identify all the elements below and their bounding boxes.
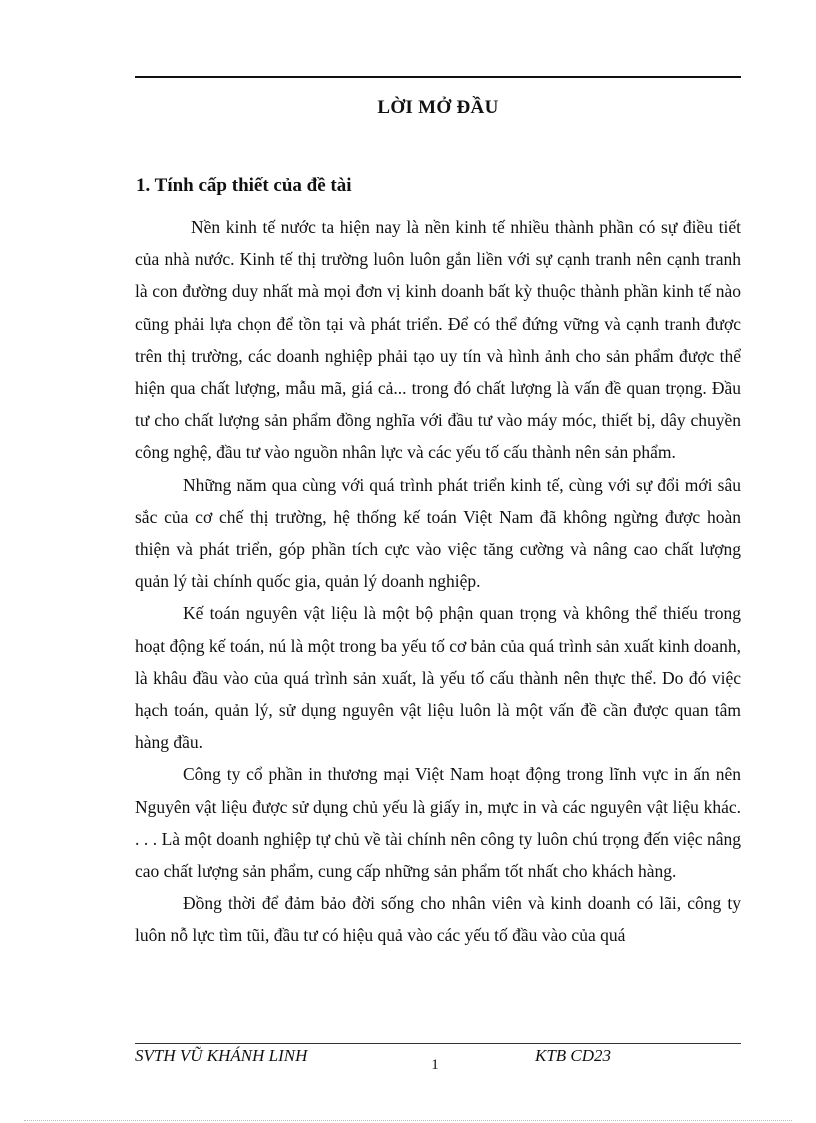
section-heading: 1. Tính cấp thiết của đề tài <box>136 175 352 196</box>
footer-rule <box>135 1043 741 1044</box>
footer-class-code: KTB CD23 <box>535 1046 612 1065</box>
paragraph: Công ty cổ phần in thương mại Việt Nam hoạt động trong lĩnh vực in ấn nên Nguyên vật liệu được sử dụng chủ yếu là giấy in, mực in và các nguyên vật liệu khác. . . . Là một doanh nghiệp tự chủ về tài chính nên công ty luôn chú trọng đến việc nâng cao chất lượng sản phẩm, cung cấp những sản phẩm tốt nhất cho khách hàng. <box>135 764 741 882</box>
paragraph: Đồng thời để đảm bảo đời sống cho nhân viên và kinh doanh có lãi, công ty luôn nỗ lực tìm tũi, đầu tư có hiệu quả vào các yếu tố đầu vào của quá <box>135 893 741 946</box>
body-text <box>135 211 741 952</box>
page-edge-divider <box>24 1120 792 1121</box>
paragraph: Kế toán nguyên vật liệu là một bộ phận quan trọng và không thể thiếu trong hoạt động kế toán, nú là một trong ba yếu tố cơ bản của quá trình sản xuất kinh doanh, là khâu đầu vào của quá trình sản xuất, là yếu tố cấu thành nên thực thể. Do đó việc hạch toán, quản lý, sử dụng nguyên vật liệu luôn là một vấn đề cần được quan tâm hàng đầu. <box>135 603 741 753</box>
footer-author: SVTH VŨ KHÁNH LINH <box>135 1046 308 1065</box>
paragraph: Những năm qua cùng với quá trình phát triển kinh tế, cùng với sự đổi mới sâu sắc của cơ chế thị trường, hệ thống kế toán Việt Nam đã không ngừng được hoàn thiện và phát triển, góp phần tích cực vào việc tăng cường và nâng cao chất lượng quản lý tài chính quốc gia, quản lý doanh nghiệp. <box>135 474 741 592</box>
paragraph: Nền kinh tế nước ta hiện nay là nền kinh tế nhiều thành phần có sự điều tiết của nhà nước. Kinh tế thị trường luôn luôn gắn liền với sự cạnh tranh nên cạnh tranh là con đường duy nhất mà mọi đơn vị kinh doanh bất kỳ thuộc thành phần kinh tế nào cũng phải lựa chọn để tồn tại và phát triển. Để có thể đứng vững và cạnh tranh được trên thị trường, các doanh nghiệp phải tạo uy tín và hình ảnh cho sản phẩm được thể hiện qua chất lượng, mẫu mã, giá cả... trong đó chất lượng là vấn đề quan trọng. Đầu tư cho chất lượng sản phẩm đồng nghĩa với đầu tư vào máy móc, thiết bị, dây chuyền công nghệ, đầu tư vào nguồn nhân lực và các yếu tố cấu thành nên sản phẩm. <box>135 217 741 463</box>
page-number: 1 <box>431 1057 439 1073</box>
header-rule <box>135 76 741 78</box>
page-title: LỜI MỞ ĐẦU <box>377 97 499 118</box>
